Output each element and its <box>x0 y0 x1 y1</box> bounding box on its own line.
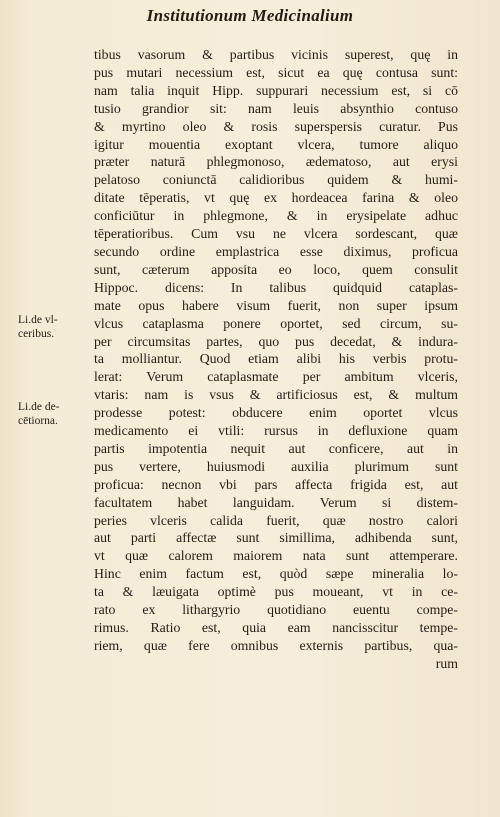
text-line: ta & læuigata optimè pus moueant, vt in ce- <box>94 584 458 600</box>
text-line: peries vlceris calida fuerit, quæ nostro calori <box>94 512 458 528</box>
body-text <box>94 46 458 673</box>
text-line: prodesse potest: obducere enim oportet vlcus <box>94 405 458 421</box>
text-line: & myrtino oleo & rosis superspersis curatur. Pus <box>94 118 458 134</box>
margin-note-vlceribus <box>18 313 92 341</box>
text-line: secundo ordine emplastrica esse diximus, proficua <box>94 243 458 259</box>
catchword: rum <box>435 655 458 671</box>
text-line: lerat: Verum cataplasmate per ambitum vlceris, <box>94 369 458 385</box>
text-line: aut parti affectæ sunt simillima, adhibenda sunt, <box>94 530 458 546</box>
text-line: igitur mouentia exoptant vlcera, tumore aliquo <box>94 136 458 152</box>
text-line: ditate tēperatis, vt quę ex hordeacea farina & oleo <box>94 190 458 206</box>
text-line: conficiūtur in phlegmone, & in erysipelate adhuc <box>94 208 458 224</box>
text-line: proficua: necnon vbi pars affecta frigida est, aut <box>94 476 458 492</box>
text-line: rato ex lithargyrio quotidiano euentu compe- <box>94 602 458 618</box>
text-line: Hippoc. dicens: In talibus quidquid cataplas- <box>94 279 458 295</box>
margin-note-line: Li.de de- <box>18 401 60 413</box>
text-line: rimus. Ratio est, quia eam nancisscitur tempe- <box>94 620 458 635</box>
text-line: nam talia inquit Hipp. suppurari necessium est, si cō <box>94 82 458 98</box>
text-line: tibus vasorum & partibus vicinis superest, quę in <box>94 47 458 62</box>
text-line: partis impotentia nequit aut conficere, aut in <box>94 440 458 456</box>
text-line: riem, quæ fere omnibus externis partibus, qua- <box>94 637 458 653</box>
text-line: Hinc enim factum est, quòd sæpe mineralia lo- <box>94 566 458 582</box>
margin-note-decentiorna <box>18 400 92 428</box>
text-line: facultatem habet languidam. Verum si distem- <box>94 494 458 510</box>
text-line: pus mutari necessium est, sicut ea quę contusa sunt: <box>94 64 458 80</box>
text-line: pelatoso coniunctā calidioribus quidem & humi- <box>94 172 458 188</box>
text-line: ta molliantur. Quod etiam alibi his verbis protu- <box>94 351 458 367</box>
text-line: sunt, cæterum apposita eo loco, quem consulit <box>94 261 458 277</box>
running-title: Institutionum Medicinalium <box>146 6 354 25</box>
text-line: vlcus cataplasma ponere oportet, sed circum, su- <box>94 315 458 331</box>
margin-note-line: cētiorna. <box>18 415 58 427</box>
text-line: tēperatioribus. Cum vsu ne vlcera sordescant, quæ <box>94 226 458 242</box>
text-line: pus vertere, huiusmodi auxilia plurimum sunt <box>94 458 458 474</box>
text-line: per circumsitas partes, quo pus decedat, & indura- <box>94 333 458 349</box>
margin-note-line: ceribus. <box>18 328 55 340</box>
text-line: tusio grandior sit: nam leuis absynthio contuso <box>94 100 458 116</box>
margin-note-line: Li.de vl- <box>18 314 58 326</box>
text-line: medicamento ei vtili: rursus in defluxione quam <box>94 423 458 439</box>
text-line: mate opus habere visum fuerit, non super ipsum <box>94 297 458 313</box>
text-line: vt quæ calorem maiorem nata sunt attemperare. <box>94 548 458 564</box>
text-line: vtaris: nam is vsus & artificiosus est, & multum <box>94 387 458 403</box>
text-line: præter naturā phlegmonoso, ædematoso, aut erysi <box>94 154 458 170</box>
